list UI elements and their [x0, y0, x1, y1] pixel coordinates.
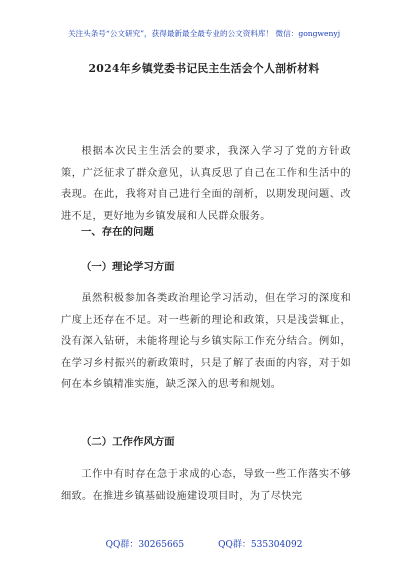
subheading-theory-study: （一）理论学习方面 [81, 261, 175, 273]
work-style-paragraph: 工作中有时存在急于求成的心态，导致一些工作落实不够细致。在推进乡镇基础设施建设项目时，为了尽快完 [61, 469, 351, 502]
promo-header: 关注头条号“公文研究”，获得最新最全最专业的公文资料库！ 微信：gongwenyj [67, 29, 341, 38]
footer-qq-group-1: QQ群：30265665 [105, 540, 185, 550]
footer-qq-group-2: QQ群：535304092 [218, 540, 303, 550]
subheading-work-style: （二）工作作风方面 [81, 436, 175, 448]
footer-qq-groups [0, 537, 408, 550]
document-title: 2024年乡镇党委书记民主生活会个人剖析材料 [88, 62, 320, 75]
theory-study-paragraph: 虽然积极参加各类政治理论学习活动，但在学习的深度和广度上还存在不足。对一些新的理论和政策，只是浅尝辄止，没有深入钻研，未能将理论与乡镇实际工作充分结合。例如，在学习乡村振兴的新政策时，只是了解了表面的内容，对于如何在本乡镇精准实施，缺乏深入的思考和规划。 [61, 293, 351, 390]
section-heading-problems: 一、存在的问题 [81, 226, 154, 238]
intro-paragraph: 根据本次民主生活会的要求，我深入学习了党的方针政策，广泛征求了群众意见，认真反思了自己在工作和生活中的表现。在此，我将对自己进行全面的剖析，以期发现问题、改进不足，更好地为乡镇发展和人民群众服务。 [61, 146, 351, 222]
